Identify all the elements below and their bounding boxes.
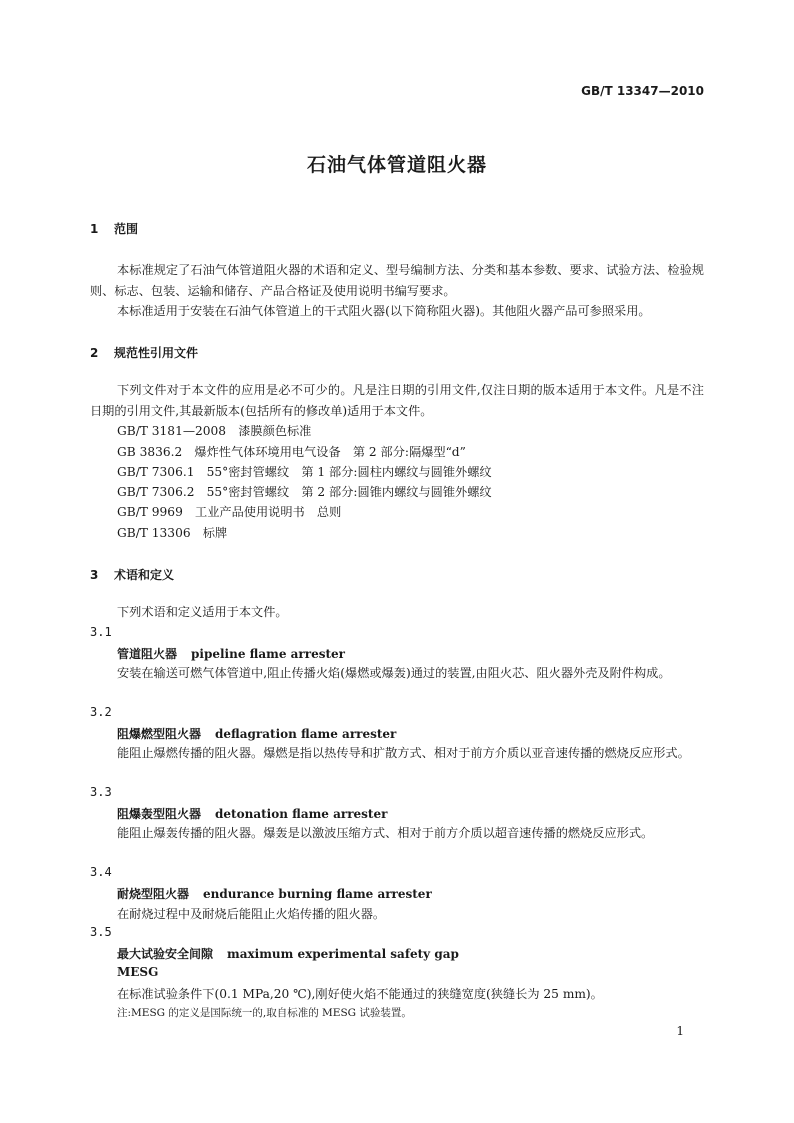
term-chinese: 阻爆轰型阻火器 <box>117 807 202 821</box>
term-heading <box>117 885 432 902</box>
term-definition: 在耐烧过程中及耐烧后能阻止火焰传播的阻火器。 <box>117 907 386 921</box>
reference-item: GB/T 7306.1 55°密封管螺纹 第 1 部分:圆柱内螺纹与圆锥外螺纹 <box>117 465 492 479</box>
term-definition: 安装在输送可燃气体管道中,阻止传播火焰(爆燃或爆轰)通过的装置,由阻火芯、阻火器外壳及附件构成。 <box>117 666 671 680</box>
clause-number: 3.3 <box>90 785 112 799</box>
section-1-paragraph-2: 本标准适用于安装在石油气体管道上的干式阻火器(以下简称阻火器)。其他阻火器产品可参照采用。 <box>117 304 651 318</box>
section-2-title: 规范性引用文件 <box>114 346 199 360</box>
term-english: deflagration flame arrester <box>215 727 397 741</box>
section-2-paragraph-1: 下列文件对于本文件的应用是必不可少的。凡是注日期的引用文件,仅注日期的版本适用于本文件。凡是不注日期的引用文件,其最新版本(包括所有的修改单)适用于本文件。 <box>90 383 704 418</box>
term-heading <box>117 645 345 662</box>
term-abbreviation: MESG <box>117 965 159 979</box>
term-english: endurance burning flame arrester <box>203 887 432 901</box>
term-note: 注:MESG 的定义是国际统一的,取自标准的 MESG 试验装置。 <box>117 1007 412 1019</box>
section-2-number: 2 <box>90 346 99 360</box>
clause-number: 3.4 <box>90 865 112 879</box>
term-definition: 在标准试验条件下(0.1 MPa,20 ℃),刚好使火焰不能通过的狭缝宽度(狭缝长为 25 mm)。 <box>117 987 603 1001</box>
reference-item: GB/T 13306 标牌 <box>117 526 228 540</box>
section-3-heading <box>90 566 174 583</box>
section-3-title: 术语和定义 <box>114 568 175 582</box>
term-english: detonation flame arrester <box>215 807 388 821</box>
reference-item: GB/T 9969 工业产品使用说明书 总则 <box>117 505 342 519</box>
term-chinese: 管道阻火器 <box>117 647 178 661</box>
clause-number: 3.1 <box>90 625 112 639</box>
reference-item: GB/T 3181—2008 漆膜颜色标准 <box>117 424 312 438</box>
term-chinese: 耐烧型阻火器 <box>117 887 190 901</box>
section-1-paragraph-1: 本标准规定了石油气体管道阻火器的术语和定义、型号编制方法、分类和基本参数、要求、试验方法、检验规则、标志、包装、运输和储存、产品合格证及使用说明书编写要求。 <box>90 263 704 298</box>
term-definition: 能阻止爆轰传播的阻火器。爆轰是以激波压缩方式、相对于前方介质以超音速传播的燃烧反应形式。 <box>117 826 654 840</box>
term-definition: 能阻止爆燃传播的阻火器。爆燃是指以热传导和扩散方式、相对于前方介质以亚音速传播的燃烧反应形式。 <box>117 746 690 760</box>
document-title: 石油气体管道阻火器 <box>306 154 487 176</box>
reference-item: GB/T 7306.2 55°密封管螺纹 第 2 部分:圆锥内螺纹与圆锥外螺纹 <box>117 485 492 499</box>
section-2-heading <box>90 344 198 361</box>
term-heading <box>117 805 387 822</box>
section-3-number: 3 <box>90 568 99 582</box>
term-english: maximum experimental safety gap <box>227 947 459 961</box>
section-1-heading <box>90 220 138 237</box>
reference-item: GB 3836.2 爆炸性气体环境用电气设备 第 2 部分:隔爆型“d” <box>117 445 466 459</box>
term-chinese: 最大试验安全间隙 <box>117 947 214 961</box>
clause-number: 3.2 <box>90 705 112 719</box>
term-heading <box>117 725 396 742</box>
term-chinese: 阻爆燃型阻火器 <box>117 727 202 741</box>
section-1-number: 1 <box>90 222 99 236</box>
term-english: pipeline flame arrester <box>191 647 345 661</box>
section-3-intro: 下列术语和定义适用于本文件。 <box>117 605 288 619</box>
section-1-title: 范围 <box>114 222 139 236</box>
standard-code: GB/T 13347—2010 <box>581 84 704 98</box>
page-number: 1 <box>676 1024 684 1038</box>
term-heading <box>117 945 459 962</box>
clause-number: 3.5 <box>90 925 112 939</box>
